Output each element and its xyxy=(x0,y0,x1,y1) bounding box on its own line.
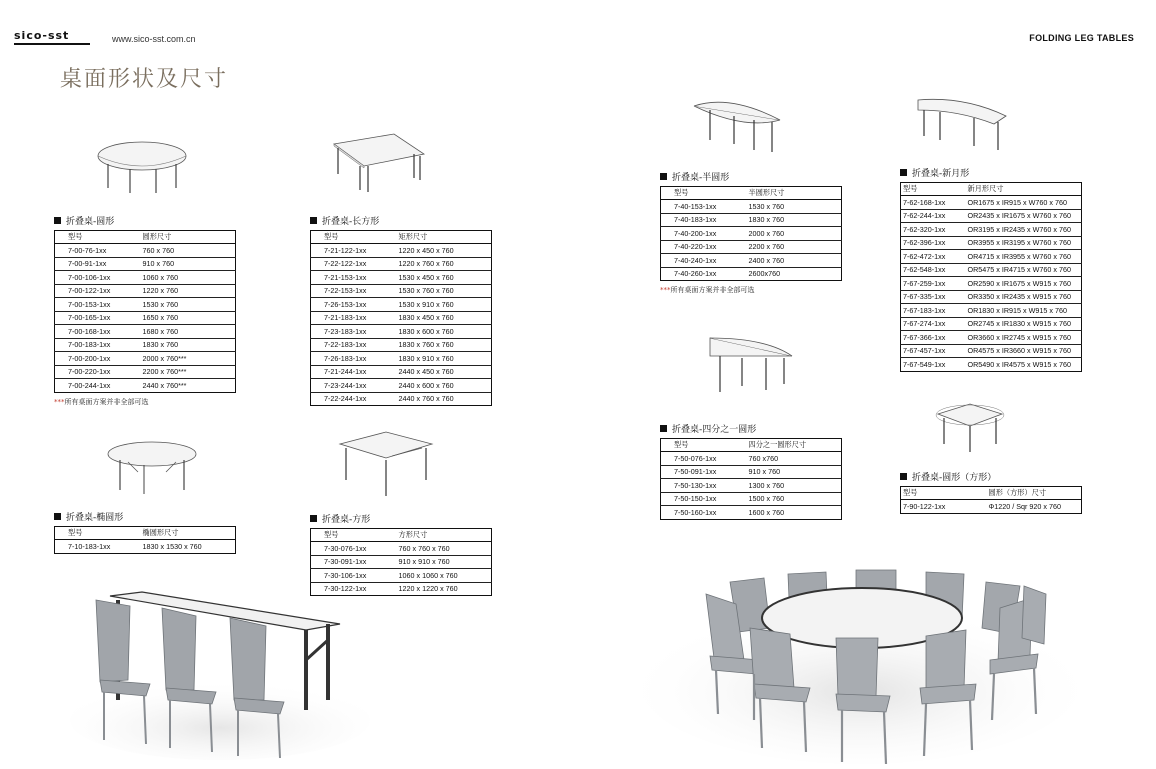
table-row xyxy=(901,196,1082,210)
model-number-cell: 7-00-153-1xx xyxy=(55,298,143,312)
section-title: 折叠桌-四分之一圆形 xyxy=(660,422,842,434)
logo-underline xyxy=(14,43,90,45)
availability-note: ***所有桌面方案并非全部可选 xyxy=(660,286,755,294)
model-number-cell: 7-23-183-1xx xyxy=(311,325,399,339)
spec-table-square: 型号 方形尺寸 7-30-076-1xx 760 x 760 x 760 7-30-091-1xx 910 x 910 x 760 7-30-106-1xx 1060 x 1060 x 760 7-30-122-1xx 1220 x 1220 x 760 xyxy=(310,528,492,596)
table-row xyxy=(661,267,842,281)
table-row xyxy=(311,244,492,258)
model-number-cell: 7-40-183-1xx xyxy=(661,213,749,227)
round-square-table-illustration xyxy=(934,400,1006,456)
website-url: www.sico-sst.com.cn xyxy=(112,34,196,44)
table-row xyxy=(311,569,492,583)
model-number-cell: 7-00-106-1xx xyxy=(55,271,143,285)
model-number-cell: 7-67-259-1xx xyxy=(901,277,968,291)
table-row xyxy=(901,250,1082,264)
dimension-cell: 910 x 760 xyxy=(143,257,236,271)
model-number-cell: 7-40-240-1xx xyxy=(661,254,749,268)
round-table-scene-photo xyxy=(640,564,1080,769)
bullet-square-icon xyxy=(900,169,907,176)
dimension-cell: OR3350 x IR2435 x W915 x 760 xyxy=(968,290,1082,304)
model-number-cell: 7-26-183-1xx xyxy=(311,352,399,366)
dimension-cell: 760 x 760 x 760 xyxy=(399,542,492,556)
spec-table-semicircle: 型号 半圆形尺寸 7-40-153-1xx 1530 x 760 7-40-183-1xx 1830 x 760 7-40-200-1xx 2000 x 760 7-40-220-1xx 2200 x 760 7-40-240-1xx 2400 x 760 7-40-260-1xx 2600x760 xyxy=(660,186,842,281)
dimension-cell: 1830 x 760 xyxy=(143,338,236,352)
table-row xyxy=(55,244,236,258)
dimension-cell: 1220 x 450 x 760 xyxy=(399,244,492,258)
table-row xyxy=(661,452,842,466)
dimension-cell: Φ1220 / Sqr 920 x 760 xyxy=(988,501,1061,511)
model-number-cell: 7-22-244-1xx xyxy=(324,394,367,404)
dimension-cell: OR4715 x IR3955 x W760 x 760 xyxy=(968,250,1082,264)
dimension-cell: 1530 x 450 x 760 xyxy=(399,271,492,285)
dimension-cell: 1530 x 760 x 760 xyxy=(399,284,492,298)
dimension-cell: 1830 x 760 x 760 xyxy=(399,338,492,352)
section-title: 折叠桌-方形 xyxy=(310,512,492,524)
dimension-cell: OR4575 x IR3660 x W915 x 760 xyxy=(968,344,1082,358)
model-number-cell: 7-40-260-1xx xyxy=(674,269,717,279)
dimension-cell: 1830 x 910 x 760 xyxy=(399,352,492,366)
dimension-cell: 2200 x 760 xyxy=(749,240,842,254)
bullet-square-icon xyxy=(310,515,317,522)
section-round xyxy=(54,214,236,407)
model-number-cell: 7-10-183-1xx xyxy=(68,541,111,551)
dimension-cell: 1600 x 760 xyxy=(748,507,785,517)
round-table-illustration xyxy=(96,136,192,196)
model-number-cell: 7-00-183-1xx xyxy=(55,338,143,352)
model-number-cell: 7-67-549-1xx xyxy=(903,359,946,369)
section-title: 折叠桌-椭圆形 xyxy=(54,510,236,522)
table-row xyxy=(55,271,236,285)
dimension-cell: 910 x 910 x 760 xyxy=(399,555,492,569)
table-row xyxy=(55,540,236,554)
table-row xyxy=(55,325,236,339)
dimension-cell: 1650 x 760 xyxy=(143,311,236,325)
dimension-cell: OR3660 x IR2745 x W915 x 760 xyxy=(968,331,1082,345)
model-number-cell: 7-67-335-1xx xyxy=(901,290,968,304)
table-row xyxy=(55,379,236,393)
model-number-cell: 7-30-091-1xx xyxy=(311,555,399,569)
table-row xyxy=(55,257,236,271)
dimension-cell: 2000 x 760*** xyxy=(143,352,236,366)
crescent-table-illustration xyxy=(914,96,1010,156)
model-number-cell: 7-21-122-1xx xyxy=(311,244,399,258)
model-number-cell: 7-22-122-1xx xyxy=(311,257,399,271)
dimension-cell: 910 x 760 xyxy=(749,465,842,479)
dimension-cell: OR2590 x IR1675 x W915 x 760 xyxy=(968,277,1082,291)
model-number-cell: 7-21-183-1xx xyxy=(311,311,399,325)
dimension-cell: 1500 x 760 xyxy=(749,492,842,506)
table-row xyxy=(55,298,236,312)
model-number-cell: 7-22-183-1xx xyxy=(311,338,399,352)
table-row xyxy=(901,358,1082,372)
table-row xyxy=(311,542,492,556)
table-row xyxy=(311,298,492,312)
model-number-cell: 7-50-091-1xx xyxy=(661,465,749,479)
dimension-cell: OR2435 x IR1675 x W760 x 760 xyxy=(968,209,1082,223)
dimension-cell: 1060 x 760 xyxy=(143,271,236,285)
model-number-cell: 7-00-91-1xx xyxy=(55,257,143,271)
section-square xyxy=(310,512,492,596)
dimension-cell: 1680 x 760 xyxy=(143,325,236,339)
square-table-illustration xyxy=(336,430,436,502)
model-number-cell: 7-67-274-1xx xyxy=(901,317,968,331)
spec-table-quarter-circle: 型号 四分之一圆形尺寸 7-50-076-1xx 760 x760 7-50-091-1xx 910 x 760 7-50-130-1xx 1300 x 760 7-50-150-1xx 1500 x 760 7-50-160-1xx 1600 x 760 xyxy=(660,438,842,520)
dimension-cell: 1530 x 760 xyxy=(143,298,236,312)
table-row xyxy=(55,352,236,366)
model-number-cell: 7-62-320-1xx xyxy=(901,223,968,237)
dimension-cell: 2400 x 760 xyxy=(749,254,842,268)
dimension-cell: 1830 x 1530 x 760 xyxy=(142,541,202,551)
model-number-cell: 7-21-153-1xx xyxy=(311,271,399,285)
dimension-cell: 1220 x 760 xyxy=(143,284,236,298)
table-row xyxy=(901,263,1082,277)
table-row xyxy=(901,209,1082,223)
section-title: 折叠桌-半圆形 xyxy=(660,170,842,182)
dimension-cell: 2440 x 600 x 760 xyxy=(399,379,492,393)
dimension-cell: 2000 x 760 xyxy=(749,227,842,241)
table-row xyxy=(661,506,842,520)
model-number-cell: 7-00-165-1xx xyxy=(55,311,143,325)
model-number-cell: 7-62-244-1xx xyxy=(901,209,968,223)
dimension-cell: OR3195 x IR2435 x W760 x 760 xyxy=(968,223,1082,237)
dimension-cell: 760 x760 xyxy=(749,452,842,466)
table-row xyxy=(661,227,842,241)
dimension-cell: 1830 x 760 xyxy=(749,213,842,227)
brand-logo xyxy=(14,30,90,46)
dimension-cell: 1300 x 760 xyxy=(749,479,842,493)
table-row xyxy=(661,465,842,479)
dimension-cell: OR5475 x IR4715 x W760 x 760 xyxy=(968,263,1082,277)
table-row xyxy=(661,213,842,227)
spec-table-rectangular: 型号 矩形尺寸 7-21-122-1xx 1220 x 450 x 760 7-22-122-1xx 1220 x 760 x 760 7-21-153-1xx 1530 x 450 x 760 7-22-153-1xx 1530 x 760 x 760 7-26-153-1xx 1530 x 910 x 760 7-21-183-1xx 1830 x 450 x 760 7-23-183-1xx 1830 x 600 x 760 7-22-183-1xx 1830 x 760 x 760 7-26-183-1xx 1830 x 910 x 760 7-21-244-1xx 2440 x 450 x 760 7-23-244-1xx 2440 x 600 x 760 7-22-244-1xx 2440 x 760 x 760 xyxy=(310,230,492,406)
table-row xyxy=(661,240,842,254)
dimension-cell: 1530 x 760 xyxy=(749,200,842,214)
table-row xyxy=(661,254,842,268)
model-number-cell: 7-62-396-1xx xyxy=(901,236,968,250)
model-number-cell: 7-50-160-1xx xyxy=(674,507,717,517)
dimension-cell: OR2745 x IR1830 x W915 x 760 xyxy=(968,317,1082,331)
table-row xyxy=(311,392,492,406)
dimension-cell: 1830 x 600 x 760 xyxy=(399,325,492,339)
dimension-cell: 2600x760 xyxy=(748,269,781,279)
dimension-cell: OR1675 x IR915 x W760 x 760 xyxy=(968,196,1082,210)
dimension-cell: 760 x 760 xyxy=(143,244,236,258)
model-number-cell: 7-40-200-1xx xyxy=(661,227,749,241)
section-semicircle xyxy=(660,170,842,295)
table-row xyxy=(661,200,842,214)
section-title: 折叠桌-圆形 xyxy=(54,214,236,226)
section-title: 折叠桌-圆形（方形） xyxy=(900,470,1082,482)
model-number-cell: 7-62-548-1xx xyxy=(901,263,968,277)
table-row xyxy=(661,479,842,493)
table-row xyxy=(311,257,492,271)
table-row xyxy=(311,338,492,352)
spec-table-round-square: 型号 圆形（方形）尺寸 7-90-122-1xx Φ1220 / Sqr 920 x 760 xyxy=(900,486,1082,514)
table-row xyxy=(311,555,492,569)
model-number-cell: 7-30-076-1xx xyxy=(311,542,399,556)
section-round-square xyxy=(900,470,1082,514)
dimension-cell: 1530 x 910 x 760 xyxy=(399,298,492,312)
model-number-cell: 7-26-153-1xx xyxy=(311,298,399,312)
table-row xyxy=(55,338,236,352)
table-row xyxy=(901,277,1082,291)
section-crescent xyxy=(900,166,1082,372)
model-number-cell: 7-50-130-1xx xyxy=(661,479,749,493)
model-number-cell: 7-50-150-1xx xyxy=(661,492,749,506)
model-number-cell: 7-21-244-1xx xyxy=(311,365,399,379)
model-number-cell: 7-30-122-1xx xyxy=(324,584,367,594)
section-oval xyxy=(54,510,236,554)
model-number-cell: 7-00-76-1xx xyxy=(55,244,143,258)
table-row xyxy=(311,271,492,285)
quarter-circle-table-illustration xyxy=(706,334,802,398)
model-number-cell: 7-30-106-1xx xyxy=(311,569,399,583)
model-number-cell: 7-22-153-1xx xyxy=(311,284,399,298)
bullet-square-icon xyxy=(310,217,317,224)
dimension-cell: OR1830 x IR915 x W915 x 760 xyxy=(968,304,1082,318)
model-number-cell: 7-00-200-1xx xyxy=(55,352,143,366)
table-row xyxy=(311,325,492,339)
dimension-cell: 2440 x 450 x 760 xyxy=(399,365,492,379)
model-number-cell: 7-50-076-1xx xyxy=(661,452,749,466)
table-row xyxy=(311,352,492,366)
table-row xyxy=(901,290,1082,304)
table-row xyxy=(661,492,842,506)
model-number-cell: 7-00-244-1xx xyxy=(68,380,111,390)
section-quarter-circle xyxy=(660,422,842,520)
bullet-square-icon xyxy=(54,513,61,520)
model-number-cell: 7-67-366-1xx xyxy=(901,331,968,345)
section-title: 折叠桌-长方形 xyxy=(310,214,492,226)
dimension-cell: 2440 x 760 x 760 xyxy=(398,394,454,404)
model-number-cell: 7-62-168-1xx xyxy=(901,196,968,210)
table-row xyxy=(901,331,1082,345)
model-number-cell: 7-40-153-1xx xyxy=(661,200,749,214)
bullet-square-icon xyxy=(660,173,667,180)
logo-text: sico-sst xyxy=(14,29,70,42)
dimension-cell: 1220 x 760 x 760 xyxy=(399,257,492,271)
oval-table-illustration xyxy=(104,438,200,498)
table-row xyxy=(311,311,492,325)
dimension-cell: OR3955 x IR3195 x W760 x 760 xyxy=(968,236,1082,250)
table-row xyxy=(901,317,1082,331)
table-row xyxy=(55,365,236,379)
availability-note: ***所有桌面方案并非全部可选 xyxy=(54,397,149,406)
spec-table-crescent: 型号 新月形尺寸 7-62-168-1xx OR1675 x IR915 x W760 x 760 7-62-244-1xx OR2435 x IR1675 x W760 x 760 7-62-320-1xx OR3195 x IR2435 x W760 x 760 7-62-396-1xx OR3955 x IR3195 x W760 x 760 7-62-472-1xx OR4715 x IR3955 x W760 x 760 7-62-548-1xx OR5475 x IR4715 x W760 x 760 7-67-259-1xx OR2590 x IR1675 x W915 x 760 7-67-335-1xx OR3350 x IR2435 x W915 x 760 7-67-183-1xx OR1830 x IR915 x W915 x 760 7-67-274-1xx OR2745 x IR1830 x W915 x 760 7-67-366-1xx OR3660 x IR2745 x W915 x 760 7-67-457-1xx OR4575 x IR3660 x W915 x 760 7-67-549-1xx OR5490 x IR4575 x W915 x 760 xyxy=(900,182,1082,372)
section-title: 折叠桌-新月形 xyxy=(900,166,1082,178)
table-row xyxy=(311,582,492,596)
dimension-cell: 2440 x 760*** xyxy=(142,380,187,390)
table-row xyxy=(311,284,492,298)
model-number-cell: 7-67-457-1xx xyxy=(901,344,968,358)
dimension-cell: 1830 x 450 x 760 xyxy=(399,311,492,325)
dimension-cell: 1060 x 1060 x 760 xyxy=(399,569,492,583)
dimension-cell: OR5490 x IR4575 x W915 x 760 xyxy=(967,359,1071,369)
table-row xyxy=(311,379,492,393)
table-row xyxy=(901,236,1082,250)
model-number-cell: 7-23-244-1xx xyxy=(311,379,399,393)
model-number-cell: 7-00-168-1xx xyxy=(55,325,143,339)
header-title: FOLDING LEG TABLES xyxy=(1029,33,1134,43)
rectangular-table-scene-photo xyxy=(70,580,360,760)
table-row xyxy=(55,311,236,325)
dimension-cell: 2200 x 760*** xyxy=(143,365,236,379)
model-number-cell: 7-00-122-1xx xyxy=(55,284,143,298)
semicircle-table-illustration xyxy=(690,96,786,156)
model-number-cell: 7-62-472-1xx xyxy=(901,250,968,264)
section-rectangular xyxy=(310,214,492,406)
table-row xyxy=(901,223,1082,237)
dimension-cell: 1220 x 1220 x 760 xyxy=(398,584,458,594)
table-row xyxy=(311,365,492,379)
model-number-cell: 7-40-220-1xx xyxy=(661,240,749,254)
spec-table-oval: 型号 椭圆形尺寸 7-10-183-1xx 1830 x 1530 x 760 xyxy=(54,526,236,554)
model-number-cell: 7-00-220-1xx xyxy=(55,365,143,379)
table-row xyxy=(901,500,1082,514)
model-number-cell: 7-90-122-1xx xyxy=(903,501,946,511)
table-row xyxy=(55,284,236,298)
bullet-square-icon xyxy=(54,217,61,224)
bullet-square-icon xyxy=(660,425,667,432)
model-number-cell: 7-67-183-1xx xyxy=(901,304,968,318)
page-title: 桌面形状及尺寸 xyxy=(60,67,229,92)
rectangular-table-illustration xyxy=(330,132,430,196)
table-row xyxy=(901,304,1082,318)
table-row xyxy=(901,344,1082,358)
spec-table-round: 型号 圆形尺寸 7-00-76-1xx 760 x 760 7-00-91-1xx 910 x 760 7-00-106-1xx 1060 x 760 7-00-122-1xx 1220 x 760 7-00-153-1xx 1530 x 760 7-00-165-1xx 1650 x 760 7-00-168-1xx 1680 x 760 7-00-183-1xx 1830 x 760 7-00-200-1xx 2000 x 760*** 7-00-220-1xx 2200 x 760*** 7-00-244-1xx 2440 x 760*** xyxy=(54,230,236,393)
bullet-square-icon xyxy=(900,473,907,480)
